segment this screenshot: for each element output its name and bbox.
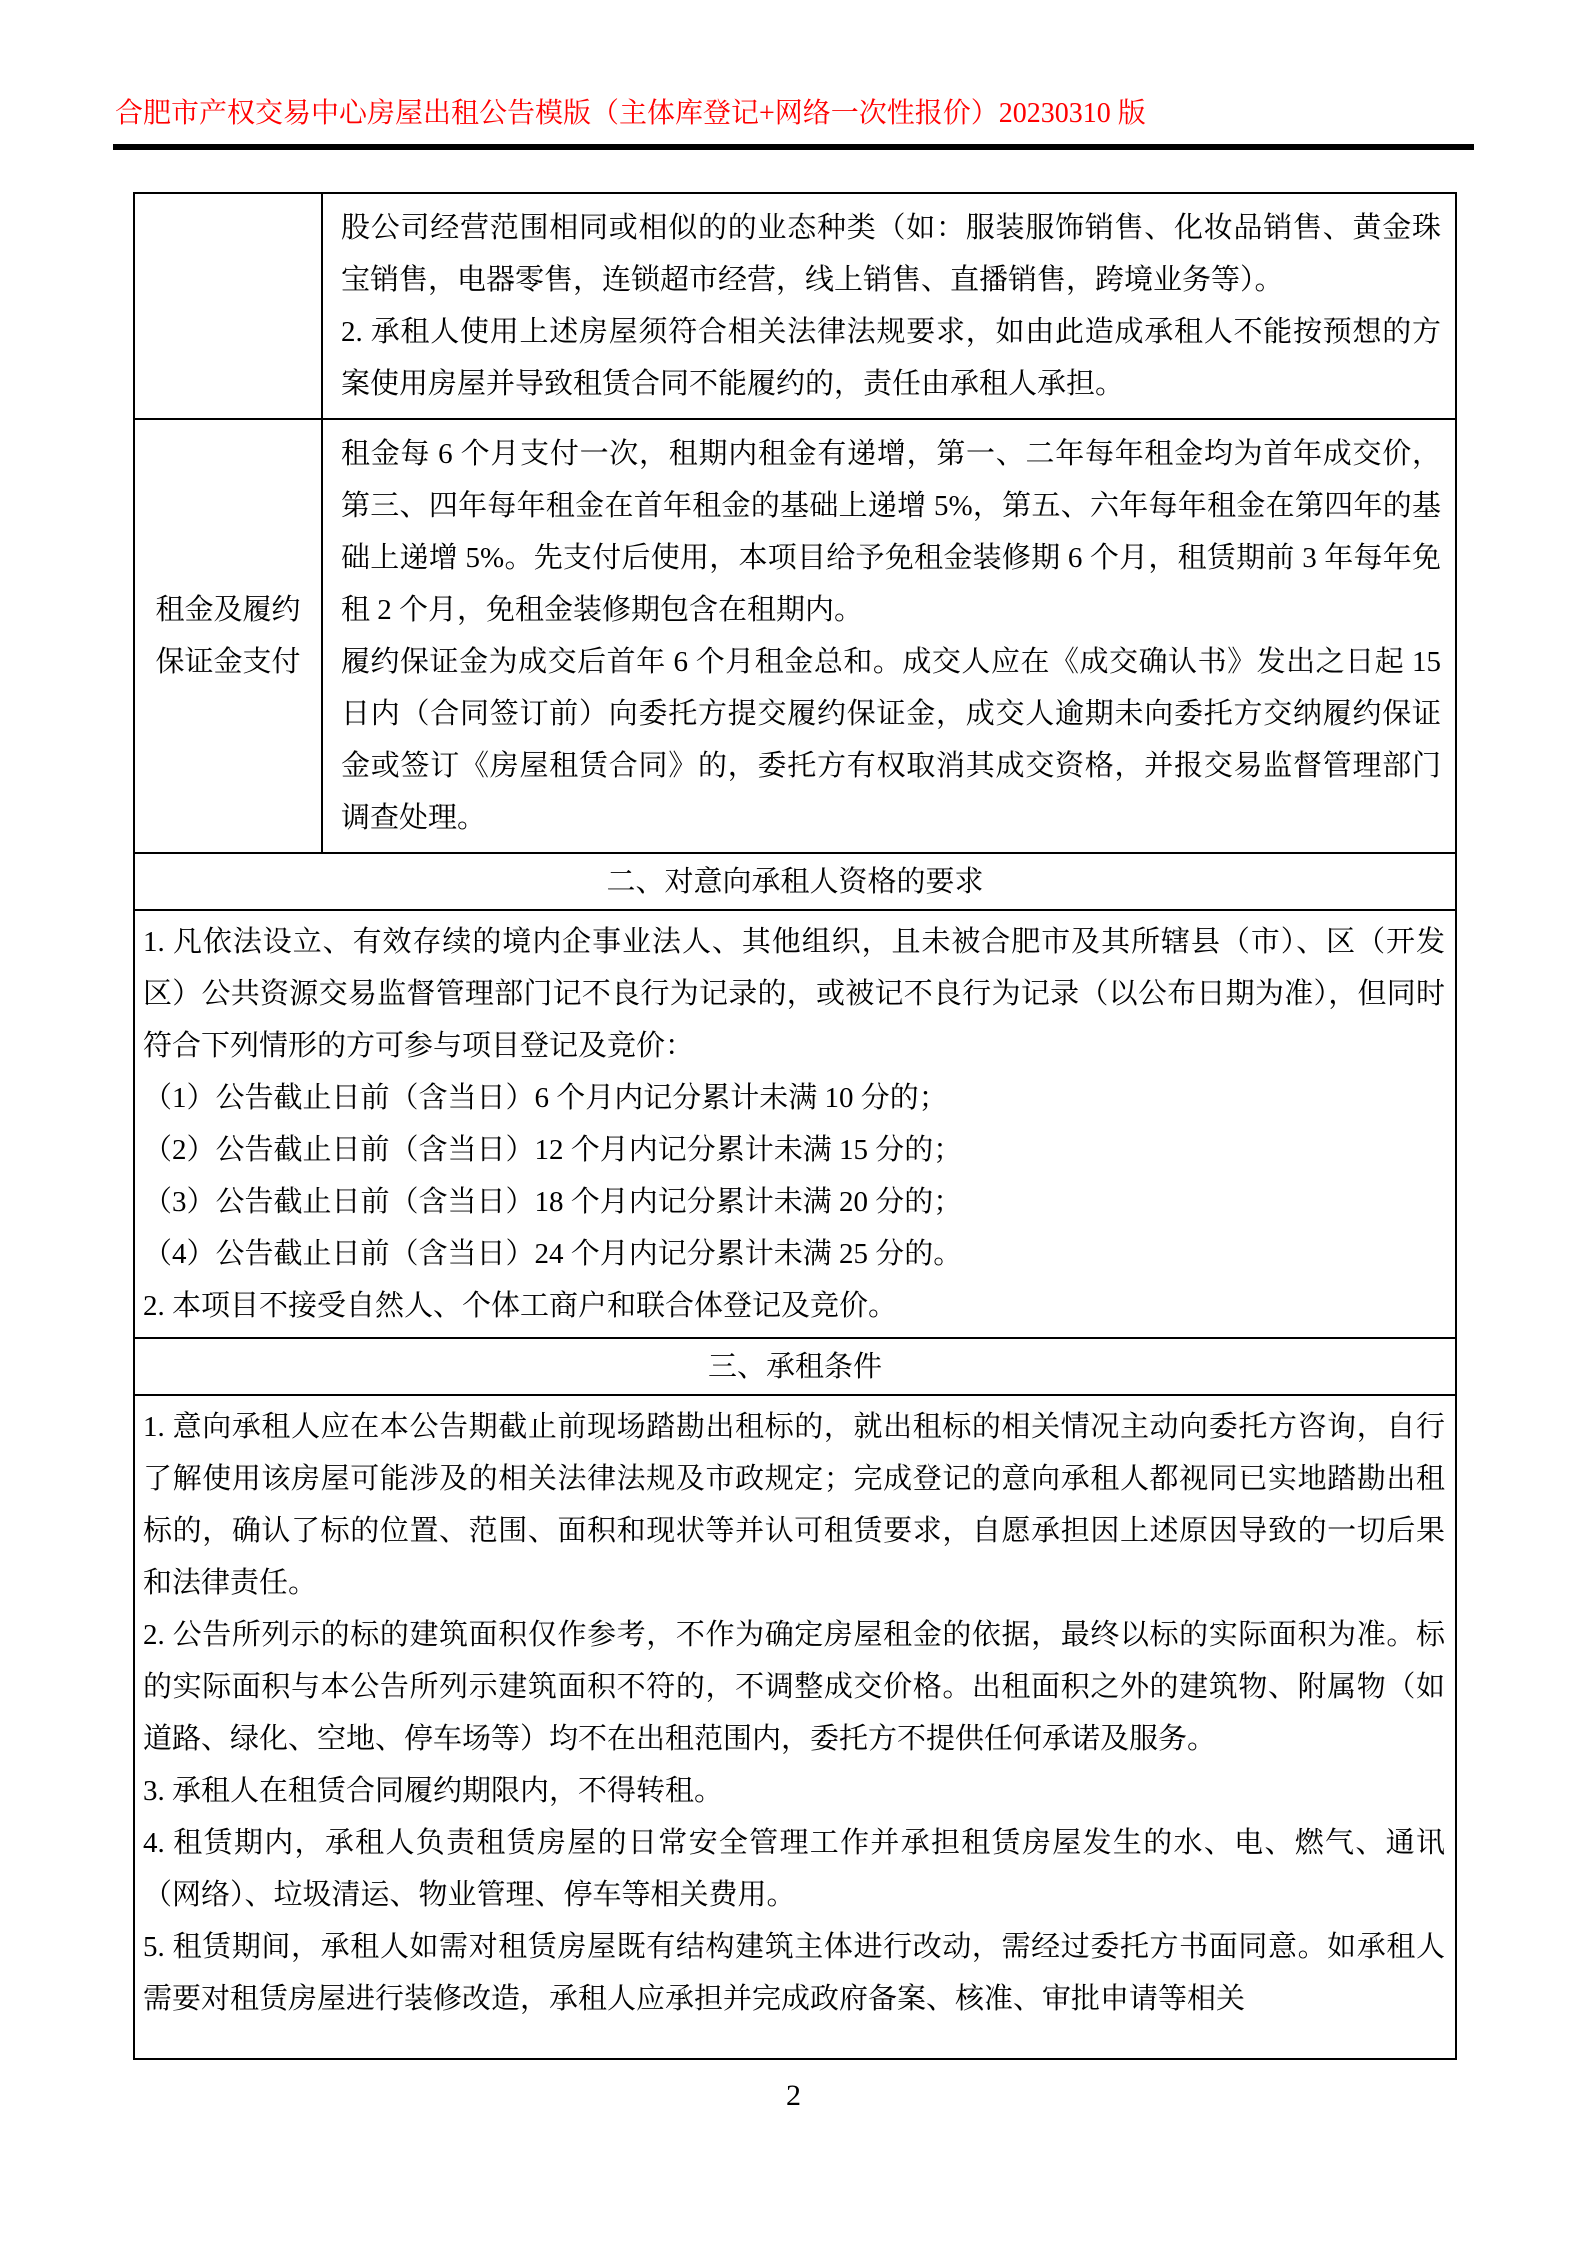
page-number: 2	[786, 2079, 801, 2112]
paragraph: 4. 租赁期内，承租人负责租赁房屋的日常安全管理工作并承担租赁房屋发生的水、电、燃气、通讯（网络）、垃圾清运、物业管理、停车等相关费用。	[143, 1827, 1445, 1911]
rent-label-line: 租金及履约	[155, 594, 301, 626]
paragraph: 1. 意向承租人应在本公告期截止前现场踏勘出租标的，就出租标的相关情况主动向委托方咨询，自行了解使用该房屋可能涉及的相关法律法规及市政规定；完成登记的意向承租人都视同已实地踏勘出租标的，确认了标的位置、范围、面积和现状等并认可租赁要求，自愿承担因上述原因导致的一切后果和法律责任。	[143, 1411, 1445, 1599]
section-3-title-row	[135, 1339, 1455, 1396]
usage-row-content	[323, 194, 1455, 418]
paragraph: 3. 承租人在租赁合同履约期限内，不得转租。	[143, 1775, 724, 1807]
paragraph: 2. 承租人使用上述房屋须符合相关法律法规要求，如由此造成承租人不能按预想的方案使用房屋并导致租赁合同不能履约的，责任由承租人承担。	[341, 316, 1441, 400]
paragraph: （4）公告截止日前（含当日）24 个月内记分累计未满 25 分的。	[143, 1238, 963, 1270]
qualifications-content	[135, 911, 1455, 1337]
table-row-qualifications	[135, 911, 1455, 1339]
table-row-usage-continued	[135, 194, 1455, 420]
paragraph: 1. 凡依法设立、有效存续的境内企事业法人、其他组织，且未被合肥市及其所辖县（市）、区（开发区）公共资源交易监督管理部门记不良行为记录的，或被记不良行为记录（以公布日期为准），但同时符合下列情形的方可参与项目登记及竞价：	[143, 926, 1445, 1062]
rent-row-label	[135, 420, 323, 852]
paragraph: （2）公告截止日前（含当日）12 个月内记分累计未满 15 分的；	[143, 1134, 963, 1166]
document-header-title: 合肥市产权交易中心房屋出租公告模版（主体库登记+网络一次性报价）20230310 版	[115, 98, 1146, 129]
section-3-title: 三、承租条件	[707, 1350, 882, 1383]
paragraph: 履约保证金为成交后首年 6 个月租金总和。成交人应在《成交确认书》发出之日起 15 日内（合同签订前）向委托方提交履约保证金，成交人逾期未向委托方交纳履约保证金或签订《房屋租赁合同》的，委托方有权取消其成交资格，并报交易监督管理部门调查处理。	[341, 646, 1441, 834]
usage-row-label-empty	[135, 194, 323, 418]
rent-label-line: 保证金支付	[155, 646, 301, 678]
paragraph: 5. 租赁期间，承租人如需对租赁房屋既有结构建筑主体进行改动，需经过委托方书面同意。如承租人需要对租赁房屋进行装修改造，承租人应承担并完成政府备案、核准、审批申请等相关	[143, 1931, 1445, 2015]
section-2-title-row	[135, 854, 1455, 911]
lease-conditions-content	[135, 1396, 1455, 2058]
announcement-table	[133, 192, 1457, 2060]
paragraph: 2. 本项目不接受自然人、个体工商户和联合体登记及竞价。	[143, 1290, 898, 1322]
paragraph: 股公司经营范围相同或相似的的业态种类（如：服装服饰销售、化妆品销售、黄金珠宝销售，电器零售，连锁超市经营，线上销售、直播销售，跨境业务等）。	[341, 212, 1441, 296]
rent-row-content	[323, 420, 1455, 852]
section-2-title: 二、对意向承租人资格的要求	[606, 865, 984, 898]
table-row-lease-conditions	[135, 1396, 1455, 2058]
paragraph: 租金每 6 个月支付一次，租期内租金有递增，第一、二年每年租金均为首年成交价，第三、四年每年租金在首年租金的基础上递增 5%，第五、六年每年租金在第四年的基础上递增 5%。先支付后使用，本项目给予免租金装修期 6 个月，租赁期前 3 年每年免租 2 个月，免租金装修期包含在租期内。	[341, 438, 1441, 626]
header-rule-divider	[113, 144, 1474, 150]
paragraph: 2. 公告所列示的标的建筑面积仅作参考，不作为确定房屋租金的依据，最终以标的实际面积为准。标的实际面积与本公告所列示建筑面积不符的，不调整成交价格。出租面积之外的建筑物、附属物（如道路、绿化、空地、停车场等）均不在出租范围内，委托方不提供任何承诺及服务。	[143, 1619, 1445, 1755]
table-row-rent-deposit	[135, 420, 1455, 854]
paragraph: （1）公告截止日前（含当日）6 个月内记分累计未满 10 分的；	[143, 1082, 948, 1114]
paragraph: （3）公告截止日前（含当日）18 个月内记分累计未满 20 分的；	[143, 1186, 963, 1218]
